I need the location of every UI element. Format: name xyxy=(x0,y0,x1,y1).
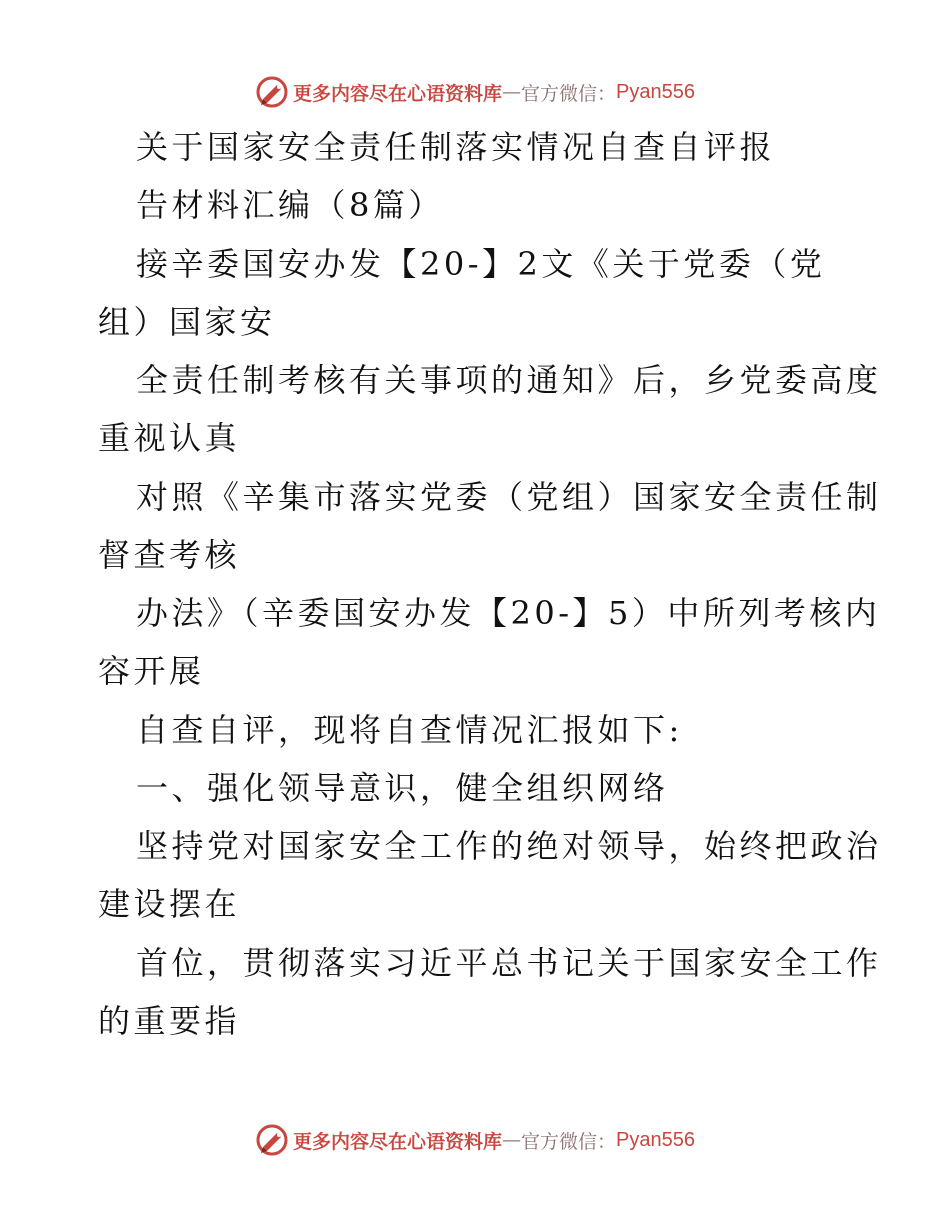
paragraph-line: 自查自评，现将自查情况汇报如下: xyxy=(136,711,683,749)
banner-wechat-id: Pyan556 xyxy=(616,1128,695,1151)
footer-banner xyxy=(0,1120,950,1160)
section-heading: 一、强化领导意识，健全组织网络 xyxy=(136,769,669,807)
paragraph-line: 容开展 xyxy=(98,652,205,690)
banner-wechat-label: 官方微信： xyxy=(521,1130,617,1153)
banner-brand-text: 更多内容尽在心语资料库 xyxy=(293,82,503,105)
paragraph-line: 对照《辛集市落实党委（党组）国家安全责任制 xyxy=(136,478,882,516)
paragraph-line: 建设摆在 xyxy=(98,885,241,923)
pen-logo-icon xyxy=(255,75,289,109)
paragraph-line: 办法》（辛委国安办发【20-】5）中所列考核内 xyxy=(136,594,881,632)
document-title-line-1: 关于国家安全责任制落实情况自查自评报 xyxy=(136,128,776,166)
paragraph-line: 督查考核 xyxy=(98,536,241,574)
pen-logo-icon xyxy=(255,1123,289,1157)
paragraph-line: 重视认真 xyxy=(98,419,241,457)
paragraph-line: 的重要指 xyxy=(98,1002,241,1040)
banner-wechat-label: 官方微信： xyxy=(521,82,617,105)
paragraph-line: 全责任制考核有关事项的通知》后，乡党委高度 xyxy=(136,361,882,399)
paragraph-line: 组）国家安 xyxy=(98,303,276,341)
paragraph-line: 首位，贯彻落实习近平总书记关于国家安全工作 xyxy=(136,944,882,982)
banner-dash: — xyxy=(502,81,522,103)
header-banner xyxy=(0,72,950,112)
paragraph-line: 接辛委国安办发【20-】2文《关于党委（党 xyxy=(136,245,826,283)
banner-dash: — xyxy=(502,1129,522,1151)
paragraph-line: 坚持党对国家安全工作的绝对领导，始终把政治 xyxy=(136,827,882,865)
banner-wechat-id: Pyan556 xyxy=(616,80,695,103)
document-title-line-2: 告材料汇编（8篇） xyxy=(136,186,444,224)
banner-brand-text: 更多内容尽在心语资料库 xyxy=(293,1130,503,1153)
